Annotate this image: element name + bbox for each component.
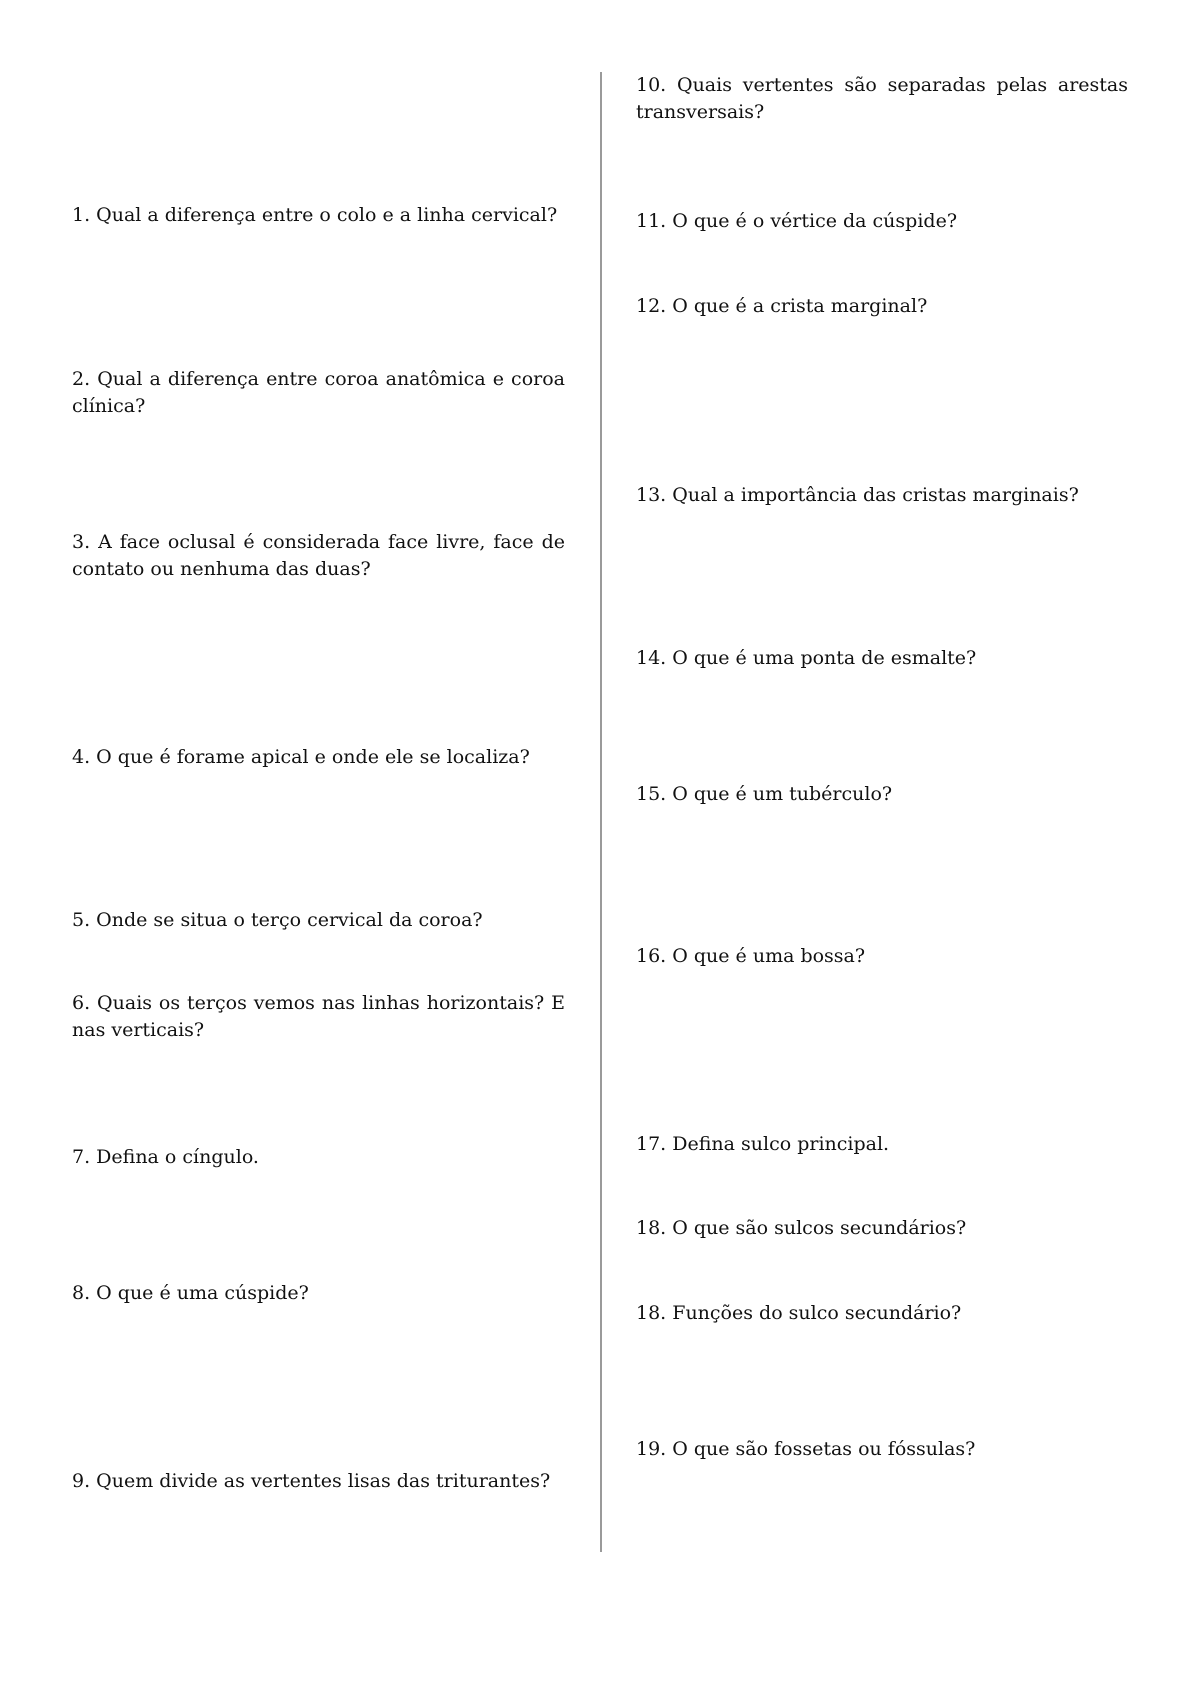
question-17: 17. Defina sulco principal. bbox=[636, 1133, 890, 1155]
column-divider bbox=[600, 72, 602, 1552]
question-10: 10. Quais vertentes são separadas pelas arestas transversais? bbox=[636, 74, 1128, 123]
question-9: 9. Quem divide as vertentes lisas das triturantes? bbox=[72, 1470, 551, 1492]
question-11: 11. O que é o vértice da cúspide? bbox=[636, 210, 958, 232]
question-8: 8. O que é uma cúspide? bbox=[72, 1282, 309, 1304]
question-13: 13. Qual a importância das cristas marginais? bbox=[636, 484, 1079, 506]
question-14: 14. O que é uma ponta de esmalte? bbox=[636, 647, 977, 669]
question-4: 4. O que é forame apical e onde ele se localiza? bbox=[72, 746, 530, 768]
question-19: 19. O que são fossetas ou fóssulas? bbox=[636, 1438, 976, 1460]
question-3: 3. A face oclusal é considerada face livre, face de contato ou nenhuma das duas? bbox=[72, 531, 565, 580]
question-2: 2. Qual a diferença entre coroa anatômica e coroa clínica? bbox=[72, 368, 565, 417]
question-12: 12. O que é a crista marginal? bbox=[636, 295, 928, 317]
question-6: 6. Quais os terços vemos nas linhas horizontais? E nas verticais? bbox=[72, 992, 565, 1041]
question-16: 16. O que é uma bossa? bbox=[636, 945, 866, 967]
question-1: 1. Qual a diferença entre o colo e a linha cervical? bbox=[72, 204, 558, 226]
question-5: 5. Onde se situa o terço cervical da coroa? bbox=[72, 909, 483, 931]
question-7: 7. Defina o cíngulo. bbox=[72, 1146, 259, 1168]
question-18b: 18. Funções do sulco secundário? bbox=[636, 1302, 962, 1324]
question-15: 15. O que é um tubérculo? bbox=[636, 783, 893, 805]
question-18a: 18. O que são sulcos secundários? bbox=[636, 1217, 967, 1239]
